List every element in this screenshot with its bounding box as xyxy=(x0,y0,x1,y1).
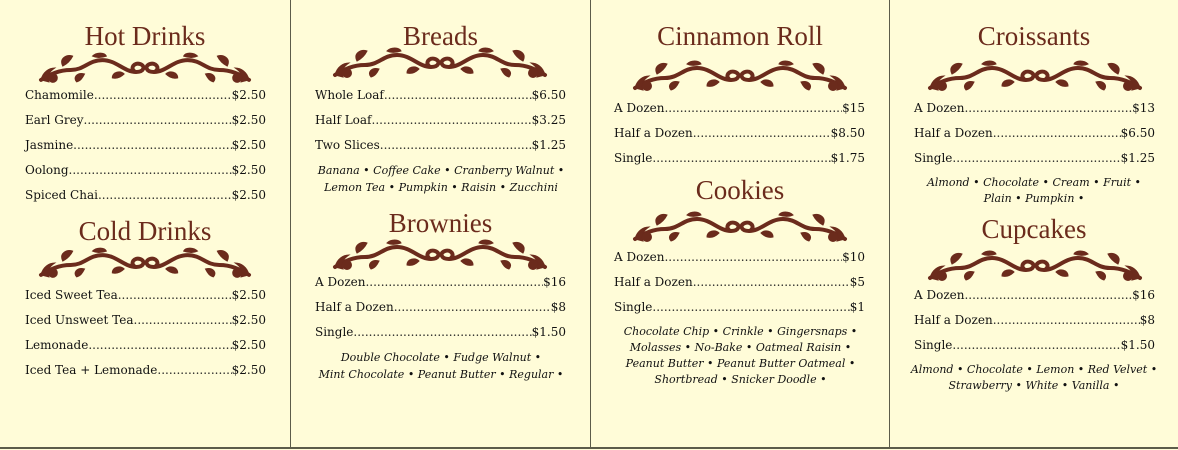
section-title-hot-drinks: Hot Drinks xyxy=(84,21,206,51)
scroll-flourish-icon xyxy=(331,239,549,273)
menu-item-row xyxy=(914,125,1155,141)
scroll-flourish-icon xyxy=(631,60,849,94)
menu-item-row xyxy=(25,87,266,103)
menu-item-row xyxy=(614,125,865,141)
menu-item-row xyxy=(315,299,566,315)
varieties-cupcakes xyxy=(890,362,1178,394)
item-name: Single xyxy=(315,325,354,339)
variety-line: Double Chocolate • Fudge Walnut • xyxy=(340,351,542,364)
item-name: Iced Unsweet Tea xyxy=(25,313,134,327)
item-name: A Dozen xyxy=(914,101,965,115)
item-price: $15 xyxy=(842,101,865,115)
item-name: Oolong xyxy=(25,163,69,177)
menu-item-row xyxy=(614,100,865,116)
menu-item-row xyxy=(315,87,566,103)
menu-item-row xyxy=(614,299,865,315)
dot-leader xyxy=(964,100,1132,116)
variety-line: Shortbread • Snicker Doodle • xyxy=(654,373,827,386)
dot-leader xyxy=(84,112,232,128)
dot-leader xyxy=(952,150,1120,166)
variety-line: Molasses • No-Bake • Oatmeal Raisin • xyxy=(629,341,852,354)
scroll-flourish-icon xyxy=(926,250,1144,284)
varieties-cookies xyxy=(591,324,890,388)
dot-leader xyxy=(73,137,231,153)
variety-line: Lemon Tea • Pumpkin • Raisin • Zucchini xyxy=(324,181,558,194)
menu-item-row xyxy=(914,312,1155,328)
scroll-flourish-icon xyxy=(37,52,253,86)
item-price: $2.50 xyxy=(231,363,266,377)
dot-leader xyxy=(993,312,1140,328)
item-name: Whole Loaf xyxy=(315,88,384,102)
varieties-brownies xyxy=(291,349,591,383)
menu-item-row xyxy=(614,150,865,166)
dot-leader xyxy=(157,362,231,378)
item-price: $1.25 xyxy=(1120,151,1155,165)
menu-item-row xyxy=(315,274,566,290)
dot-leader xyxy=(664,249,842,265)
item-name: Jasmine xyxy=(25,138,74,152)
variety-line: Plain • Pumpkin • xyxy=(983,192,1085,205)
item-name: Lemonade xyxy=(25,338,89,352)
item-name: Chamomile xyxy=(25,88,94,102)
item-name: A Dozen xyxy=(914,288,965,302)
scroll-flourish-icon xyxy=(926,60,1144,94)
bottom-divider xyxy=(0,447,1178,449)
section-title-cupcakes: Cupcakes xyxy=(981,214,1087,244)
scroll-flourish-icon xyxy=(37,247,253,281)
dot-leader xyxy=(952,337,1120,353)
menu-item-row xyxy=(914,287,1155,303)
section-title-croissants: Croissants xyxy=(977,21,1091,51)
dot-leader xyxy=(98,187,232,203)
item-name: Single xyxy=(914,151,953,165)
item-price: $8.50 xyxy=(830,126,865,140)
menu-item-row xyxy=(315,112,566,128)
dot-leader xyxy=(88,337,231,353)
item-price: $2.50 xyxy=(231,288,266,302)
item-name: Half a Dozen xyxy=(315,300,394,314)
menu-item-row xyxy=(914,150,1155,166)
item-price: $2.50 xyxy=(231,88,266,102)
varieties-breads xyxy=(291,162,591,196)
menu-item-row xyxy=(25,362,266,378)
dot-leader xyxy=(664,100,842,116)
section-title-cold-drinks: Cold Drinks xyxy=(78,216,212,246)
item-name: Single xyxy=(614,151,653,165)
variety-line: Strawberry • White • Vanilla • xyxy=(948,379,1120,392)
section-title-cinnamon-roll: Cinnamon Roll xyxy=(657,21,823,51)
item-price: $1.25 xyxy=(531,138,566,152)
item-price: $3.25 xyxy=(531,113,566,127)
item-price: $6.50 xyxy=(531,88,566,102)
item-price: $2.50 xyxy=(231,188,266,202)
item-price: $5 xyxy=(849,275,865,289)
dot-leader xyxy=(380,137,532,153)
dot-leader xyxy=(134,312,232,328)
menu-item-row xyxy=(25,337,266,353)
scroll-flourish-icon xyxy=(331,47,549,81)
variety-line: Almond • Chocolate • Lemon • Red Velvet • xyxy=(910,363,1158,376)
item-price: $13 xyxy=(1132,101,1155,115)
item-name: Half a Dozen xyxy=(914,313,993,327)
menu-item-row xyxy=(914,337,1155,353)
item-name: Half a Dozen xyxy=(614,275,693,289)
item-price: $16 xyxy=(1132,288,1155,302)
item-name: Earl Grey xyxy=(25,113,84,127)
item-name: Single xyxy=(614,300,653,314)
menu-item-row xyxy=(614,274,865,290)
menu-item-row xyxy=(315,324,566,340)
item-price: $8 xyxy=(1139,313,1155,327)
varieties-croissants xyxy=(890,175,1178,207)
item-price: $2.50 xyxy=(231,338,266,352)
section-title-cookies: Cookies xyxy=(695,175,785,205)
column-cinnamon-cookies xyxy=(591,0,890,447)
item-name: Half a Dozen xyxy=(914,126,993,140)
item-price: $1.50 xyxy=(531,325,566,339)
item-price: $8 xyxy=(550,300,566,314)
menu-item-row xyxy=(914,100,1155,116)
menu-item-row xyxy=(25,137,266,153)
dot-leader xyxy=(384,87,532,103)
column-croissants-cupcakes xyxy=(890,0,1178,447)
item-name: A Dozen xyxy=(614,101,665,115)
menu-item-row xyxy=(25,187,266,203)
menu-item-row xyxy=(25,112,266,128)
column-drinks xyxy=(0,0,291,447)
item-name: A Dozen xyxy=(614,250,665,264)
dot-leader xyxy=(69,162,232,178)
item-name: Half Loaf xyxy=(315,113,372,127)
item-price: $10 xyxy=(842,250,865,264)
section-title-breads: Breads xyxy=(403,21,478,51)
item-price: $1.50 xyxy=(1120,338,1155,352)
item-name: Half a Dozen xyxy=(614,126,693,140)
item-name: Iced Tea + Lemonade xyxy=(25,363,158,377)
variety-line: Banana • Coffee Cake • Cranberry Walnut • xyxy=(317,164,565,177)
menu-item-row xyxy=(25,312,266,328)
dot-leader xyxy=(394,299,551,315)
item-name: Spiced Chai xyxy=(25,188,98,202)
item-name: Two Slices xyxy=(315,138,380,152)
item-price: $2.50 xyxy=(231,313,266,327)
dot-leader xyxy=(693,274,850,290)
item-price: $1.75 xyxy=(830,151,865,165)
dot-leader xyxy=(372,112,532,128)
item-price: $6.50 xyxy=(1120,126,1155,140)
dot-leader xyxy=(964,287,1132,303)
item-name: Single xyxy=(914,338,953,352)
item-name: Iced Sweet Tea xyxy=(25,288,118,302)
variety-line: Peanut Butter • Peanut Butter Oatmeal • xyxy=(625,357,856,370)
dot-leader xyxy=(693,125,831,141)
scroll-flourish-icon xyxy=(631,211,849,245)
dot-leader xyxy=(993,125,1121,141)
menu-item-row xyxy=(25,162,266,178)
menu-item-row xyxy=(315,137,566,153)
section-title-brownies: Brownies xyxy=(388,208,493,238)
item-price: $2.50 xyxy=(231,163,266,177)
item-price: $1 xyxy=(849,300,865,314)
item-price: $2.50 xyxy=(231,138,266,152)
dot-leader xyxy=(118,287,232,303)
dot-leader xyxy=(94,87,232,103)
variety-line: Mint Chocolate • Peanut Butter • Regular • xyxy=(318,368,564,381)
item-price: $2.50 xyxy=(231,113,266,127)
column-breads-brownies xyxy=(291,0,591,447)
menu-item-row xyxy=(25,287,266,303)
dot-leader xyxy=(365,274,543,290)
dot-leader xyxy=(652,150,830,166)
menu-item-row xyxy=(614,249,865,265)
item-price: $16 xyxy=(543,275,566,289)
variety-line: Almond • Chocolate • Cream • Fruit • xyxy=(926,176,1142,189)
item-name: A Dozen xyxy=(315,275,366,289)
dot-leader xyxy=(353,324,531,340)
variety-line: Chocolate Chip • Crinkle • Gingersnaps • xyxy=(623,325,858,338)
dot-leader xyxy=(652,299,849,315)
